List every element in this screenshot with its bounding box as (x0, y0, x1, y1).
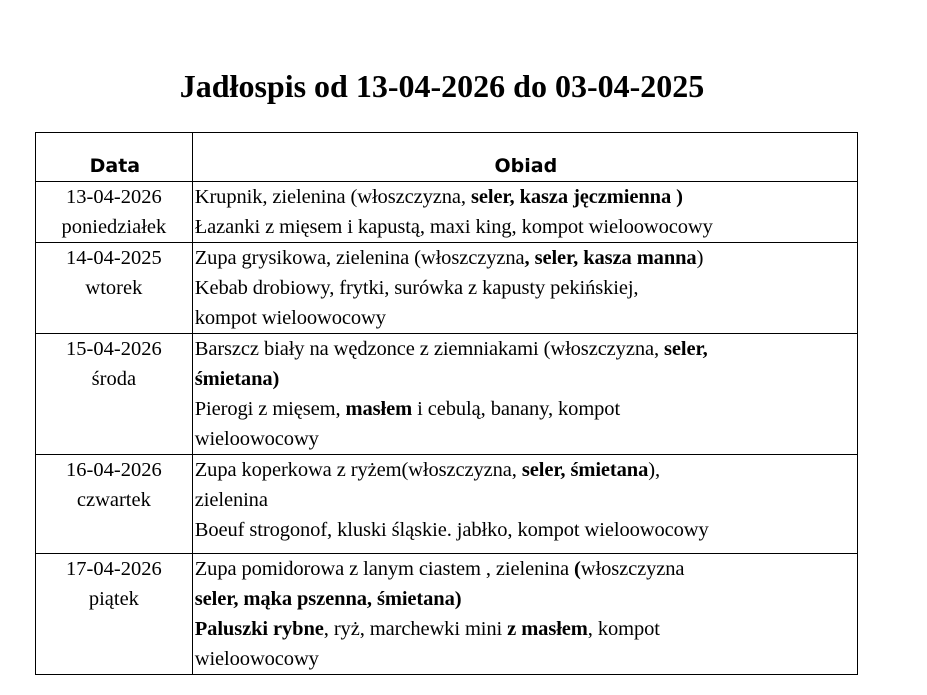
date-cell (36, 243, 193, 334)
lunch-column-header: Obiad (192, 133, 857, 182)
page-title: Jadłospis od 13-04-2026 do 03-04-2025 (179, 68, 705, 104)
lunch-cell (192, 182, 857, 243)
day-date: 15-04-2026 (66, 338, 162, 360)
day-date: 16-04-2026 (66, 459, 162, 481)
dish-text: Zupa grysikowa, zielenina (włoszczyzna (194, 247, 525, 269)
dish-text: ) (696, 247, 704, 269)
dish-text: Zupa pomidorowa z lanym ciastem , zielenina (194, 558, 575, 580)
day-weekday: czwartek (76, 489, 151, 511)
table-row (36, 554, 858, 675)
date-column-header: Data (36, 133, 193, 182)
day-date: 13-04-2026 (66, 186, 162, 208)
lunch-line (195, 273, 857, 303)
lunch-line (195, 554, 857, 584)
day-weekday: wtorek (85, 277, 143, 299)
dish-text: wieloowocowy (194, 648, 319, 670)
allergen-text: seler, śmietana (521, 459, 649, 481)
dish-text: Krupnik, zielenina (włoszczyzna, (194, 186, 471, 208)
allergen-text: Paluszki rybne (194, 618, 324, 640)
dish-text: Barszcz biały na wędzonce z ziemniakami (włoszczyzna, (194, 338, 665, 360)
allergen-text: z masłem (507, 618, 588, 640)
date-cell (36, 182, 193, 243)
day-weekday: poniedziałek (61, 216, 167, 238)
dish-text: Kebab drobiowy, frytki, surówka z kapusty pekińskiej, (194, 277, 639, 299)
lunch-line (195, 303, 857, 333)
allergen-text: , seler, kasza manna (524, 247, 697, 269)
lunch-line (195, 394, 857, 424)
dish-text: Boeuf strogonof, kluski śląskie. jabłko, kompot wieloowocowy (194, 519, 709, 541)
lunch-line (195, 424, 857, 454)
day-date: 17-04-2026 (66, 558, 162, 580)
allergen-text: seler, kasza jęczmienna ) (470, 186, 683, 208)
day-date: 14-04-2025 (66, 247, 162, 269)
table-row (36, 455, 858, 554)
dish-text: kompot wieloowocowy (194, 307, 386, 329)
lunch-line (195, 212, 857, 242)
lunch-line (195, 334, 857, 364)
lunch-line (195, 614, 857, 644)
lunch-line (195, 644, 857, 674)
dish-text: , kompot (587, 618, 660, 640)
dish-text: Pierogi z mięsem, (194, 398, 346, 420)
dish-text: , ryż, marchewki mini (323, 618, 508, 640)
dish-text: włoszczyzna (580, 558, 685, 580)
day-weekday: piątek (88, 588, 139, 610)
date-cell (36, 554, 193, 675)
lunch-line (195, 243, 857, 273)
lunch-cell (192, 334, 857, 455)
allergen-text: ( (574, 558, 581, 580)
allergen-text: seler, mąka pszenna, śmietana) (194, 588, 462, 610)
table-row (36, 182, 858, 243)
table-header-row (36, 133, 858, 182)
date-cell (36, 334, 193, 455)
allergen-text: masłem (345, 398, 413, 420)
lunch-line (195, 364, 857, 394)
table-row (36, 334, 858, 455)
lunch-line (195, 485, 857, 515)
menu-table (35, 132, 858, 675)
day-weekday: środa (91, 368, 137, 390)
dish-text: ), (648, 459, 661, 481)
lunch-line (195, 584, 857, 614)
lunch-line (195, 455, 857, 485)
lunch-cell (192, 455, 857, 554)
lunch-cell (192, 554, 857, 675)
allergen-text: seler, (664, 338, 708, 360)
allergen-text: śmietana) (194, 368, 280, 390)
dish-text: Łazanki z mięsem i kapustą, maxi king, kompot wieloowocowy (194, 216, 713, 238)
dish-text: wieloowocowy (194, 428, 319, 450)
dish-text: Zupa koperkowa z ryżem(włoszczyzna, (194, 459, 522, 481)
dish-text: i cebulą, banany, kompot (412, 398, 621, 420)
lunch-cell (192, 243, 857, 334)
dish-text: zielenina (194, 489, 268, 511)
date-cell (36, 455, 193, 554)
lunch-line (195, 515, 857, 545)
table-row (36, 243, 858, 334)
lunch-line (195, 182, 857, 212)
